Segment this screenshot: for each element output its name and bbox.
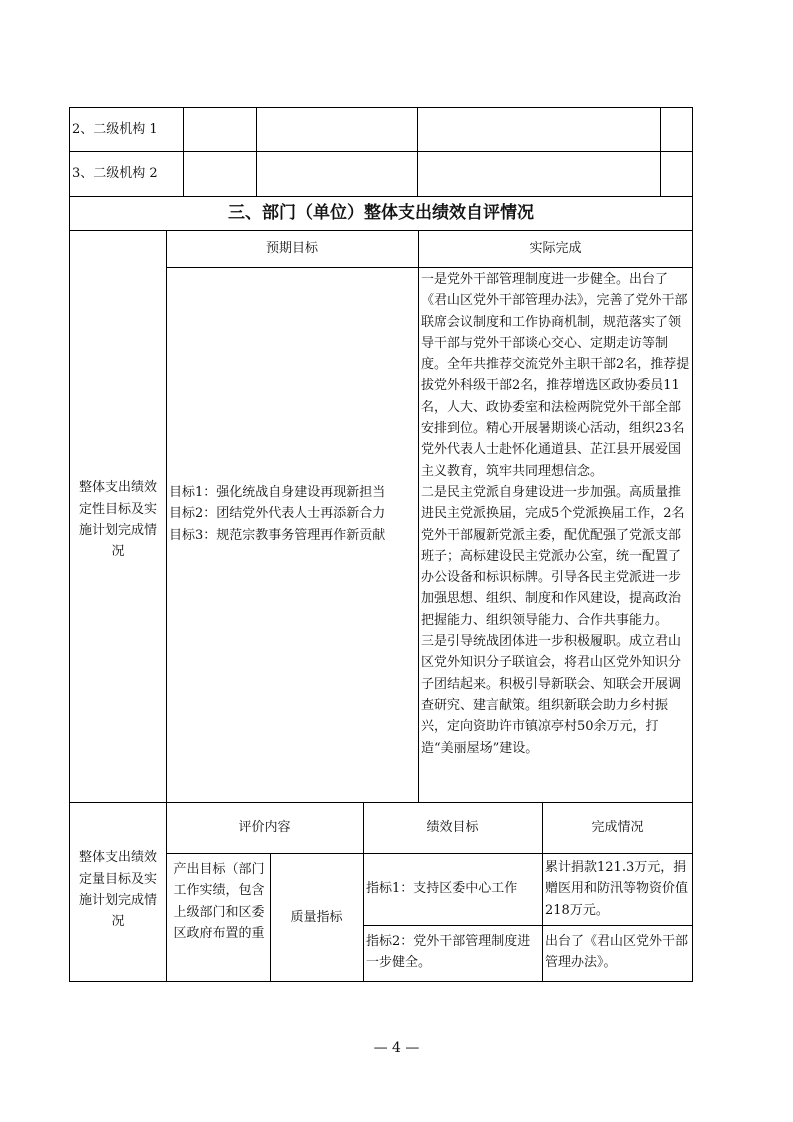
indicator-done: 出台了《君山区党外干部管理办法》。: [545, 934, 689, 971]
header-expected: 预期目标: [265, 240, 318, 256]
actual-paragraph: 二是民主党派自身建设进一步加强。高质量推进民主党派换届，完成5个党派换届工作，2名党外干部履新党派主委，配优配强了党派支部班子；高标建设民主党派办公室，统一配置了办公设备和标识标牌。引导各民主党派进一步加强思想、组织、制度和作风建设，提高政治把握能力、组织领导能力、合作共事能力。: [421, 484, 685, 628]
goal-item: 目标3：规范宗教事务管理再作新贡献: [169, 527, 386, 543]
indicator-done: 累计捐款121.3万元，捐赠医用和防汛等物资价值218万元。: [545, 860, 689, 918]
indicator-target: 指标2：党外干部管理制度进一步健全。: [366, 934, 531, 971]
header-done: 完成情况: [591, 819, 644, 835]
header-target: 绩效目标: [426, 819, 479, 835]
actual-completion: [421, 269, 691, 759]
actual-paragraph: 三是引导统战团体进一步积极履职。成立君山区党外知识分子联谊会，将君山区党外知识分子团结起来。积极引导新联会、知联会开展调查研究、建言献策。组织新联会助力乡村振兴，定向资助许市镇凉亭村50余万元，打造“美丽屋场”建设。: [421, 634, 682, 756]
quality-indicator-label: 质量指标: [290, 909, 343, 925]
page-number: — 4 —: [373, 1040, 420, 1056]
actual-paragraph: 一是党外干部管理制度进一步健全。出台了《君山区党外干部管理办法》，完善了党外干部联席会议制度和工作协商机制，规范落实了领导干部与党外干部谈心交心、定期走访等制度。全年共推荐交流党外主职干部2名，推荐提拔党外科级干部2名，推荐增选区政协委员11名，人大、政协委室和法检两院党外干部全部安排到位。精心开展暑期谈心活动，组织23名党外代表人士赴怀化通道县、芷江县开展爱国主义教育，筑牢共同理想信念。: [421, 272, 690, 479]
output-target-label: 产出目标（部门工作实绩，包含上级部门和区委区政府布置的重: [173, 862, 265, 941]
section-title: 三、部门（单位）整体支出绩效自评情况: [228, 202, 534, 223]
expected-goals: [169, 482, 416, 546]
org-row-label: 3、二级机构 2: [72, 166, 158, 181]
goal-item: 目标2：团结党外代表人士再添新合力: [169, 506, 386, 522]
qualitative-row-label: 整体支出绩效定性目标及实施计划完成情况: [78, 480, 157, 560]
goal-item: 目标1：强化统战自身建设再现新担当: [169, 485, 386, 500]
org-row-label: 2、二级机构 1: [72, 122, 158, 137]
indicator-target: 指标1：支持区委中心工作: [366, 881, 518, 896]
quantitative-row-label: 整体支出绩效定量目标及实施计划完成情况: [78, 850, 157, 930]
header-actual: 实际完成: [529, 240, 582, 256]
header-content: 评价内容: [238, 819, 291, 835]
